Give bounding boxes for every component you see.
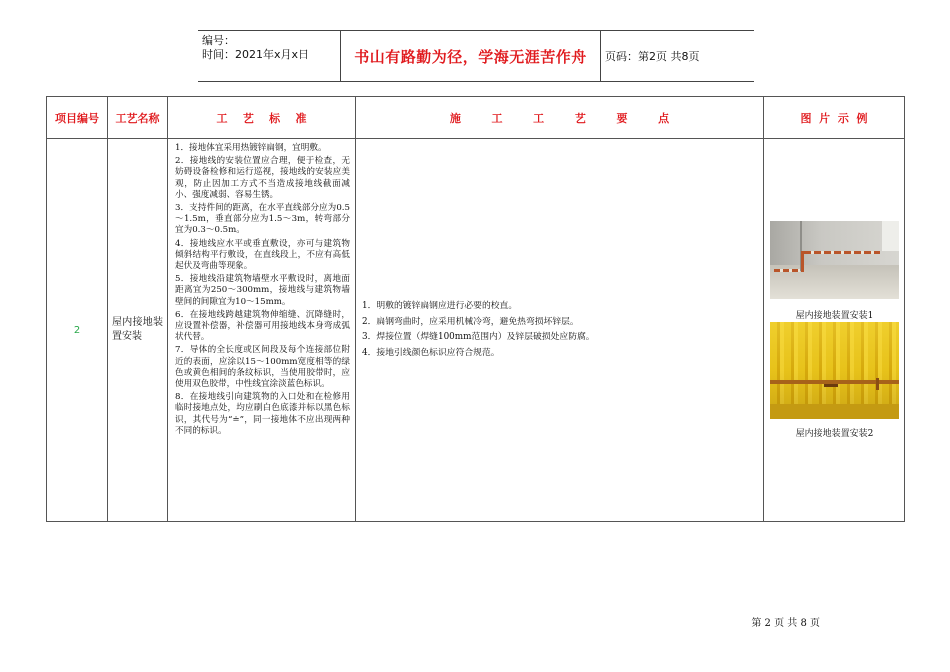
- examples-cell: [764, 139, 905, 522]
- header-standard: 工 艺 标 准: [168, 97, 356, 139]
- header-item-no: 项目编号: [47, 97, 108, 139]
- process-table: [46, 96, 905, 522]
- example-photo-2: [770, 322, 899, 419]
- header-examples: 图 片 示 例: [764, 97, 905, 139]
- standard-item: 4．接地线应水平或垂直敷设，亦可与建筑物倾斜结构平行敷设，在直线段上，不应有高低起伏及弯曲等现象。: [175, 238, 350, 272]
- key-point-item: 3．焊接位置（焊缝100mm范围内）及锌层破损处应防腐。: [362, 332, 595, 342]
- page-footer: 第 2 页 共 8 页: [751, 618, 820, 629]
- standard-item: 5．接地线沿建筑物墙壁水平敷设时，离地面距离宜为250～300mm，接地线与建筑物墙壁间的间隙宜为10～15mm。: [175, 274, 350, 307]
- standard-item: 3．支持件间的距离，在水平直线部分应为0.5～1.5m，垂直部分应为1.5～3m，转弯部分宜为0.3～0.5m。: [175, 203, 350, 236]
- standard-item: 7．导体的全长度或区间段及每个连接部位附近的表面，应涂以15～100mm宽度相等的绿色或黄色相间的条纹标识，当使用胶带时，应使用双色胶带，中性线宜涂淡蓝色标识。: [175, 345, 350, 390]
- process-name: 屋内接地装置安装: [108, 139, 168, 522]
- key-points-cell: [356, 139, 764, 522]
- photo-caption: 屋内接地装置安装2: [795, 429, 874, 439]
- key-point-item: 4．接地引线颜色标识应符合规范。: [362, 347, 500, 358]
- item-number: 2: [47, 139, 108, 522]
- header-key-points: 施 工 工 艺 要 点: [356, 97, 764, 139]
- document-header: [198, 30, 754, 82]
- key-point-item: 2．扁钢弯曲时，应采用机械冷弯，避免热弯损坏锌层。: [362, 316, 579, 327]
- key-point-item: 1．明敷的镀锌扁钢应进行必要的校直。: [362, 301, 518, 311]
- example-photo-1: [770, 221, 899, 299]
- standards-cell: [168, 139, 356, 522]
- header-process-name: 工艺名称: [108, 97, 168, 139]
- standard-item: 2．接地线的安装位置应合理，便于检查，无妨碍设备检修和运行巡视，接地线的安装应美观，防止因加工方式不当造成接地线截面减小、强度减弱、容易生锈。: [175, 156, 350, 200]
- standard-item: 8．在接地线引向建筑物的入口处和在检修用临时接地点处，均应刷白色底漆并标以黑色标识，其代号为“≐”，同一接地体不应出现两种不同的标识。: [175, 392, 350, 436]
- number-label: 编号：: [202, 34, 235, 47]
- standard-item: 6．在接地线跨越建筑物伸缩缝、沉降缝时，应设置补偿器，补偿器可用接地线本身弯成弧状代替。: [175, 309, 350, 343]
- table-header-row: [47, 97, 905, 139]
- header-motto: 书山有路勤为径，学海无涯苦作舟: [341, 31, 601, 81]
- time-label: 时间：2021年x月x日: [202, 48, 310, 61]
- table-row: [47, 139, 905, 522]
- standard-item: 1．接地体宜采用热镀锌扁钢，宜明敷。: [175, 143, 327, 153]
- photo-caption: 屋内接地装置安装1: [795, 311, 874, 321]
- header-page-info: 页码：第2页 共8页: [605, 50, 700, 63]
- header-meta: [198, 31, 341, 81]
